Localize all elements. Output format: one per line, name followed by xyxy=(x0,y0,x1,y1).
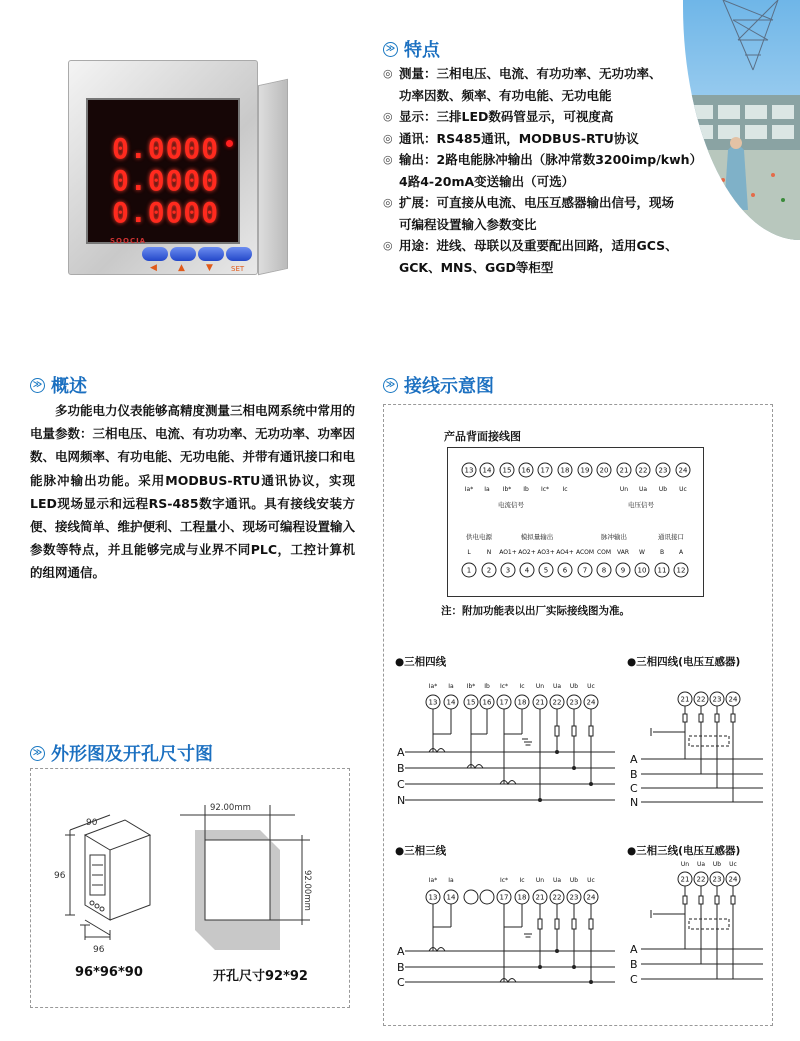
down-arrow-icon: ▼ xyxy=(206,263,213,273)
wire-label: B xyxy=(659,549,665,556)
wire-label: Uc xyxy=(587,683,595,690)
bullet-icon: ◎ xyxy=(383,153,393,166)
terminal-number: 17 xyxy=(540,466,550,475)
terminal-number: 24 xyxy=(678,466,688,475)
bullet-icon: ◎ xyxy=(383,239,393,252)
junction-dot xyxy=(572,965,576,969)
wire-label: W xyxy=(639,549,645,556)
feature-item xyxy=(383,106,713,128)
terminal-number: 16 xyxy=(521,466,531,475)
wire-label: C xyxy=(397,976,405,989)
wire-label: COM xyxy=(596,549,612,556)
feature-item xyxy=(383,192,713,235)
features-header xyxy=(383,36,440,62)
wire-label: Un xyxy=(535,877,545,884)
wire-label: 供电电源 xyxy=(466,533,492,541)
wire-label: Ia xyxy=(448,877,454,884)
wiring-header xyxy=(383,372,494,398)
feature-item xyxy=(383,149,713,192)
terminal-number: 5 xyxy=(543,566,549,575)
wire-label: Ua xyxy=(638,486,648,493)
wire-label: Ub xyxy=(658,486,668,493)
bullet-icon: ◎ xyxy=(383,196,393,209)
cutout-drawing xyxy=(180,805,310,950)
wire-label: Un xyxy=(619,486,629,493)
feature-item xyxy=(383,235,713,278)
wire-label: Uc xyxy=(679,486,687,493)
wire-label: A xyxy=(630,753,638,766)
meter-brand-logo: SOOCIA xyxy=(110,237,147,245)
terminal-number: 7 xyxy=(582,566,588,575)
wire-label: 电流信号 xyxy=(498,501,524,509)
ct-coil xyxy=(500,979,516,983)
wire-label: Ib* xyxy=(466,683,476,690)
bullet-icon: ◎ xyxy=(383,131,393,145)
indicator-led xyxy=(226,140,233,147)
wiring-diagrams xyxy=(383,404,773,1026)
fuse xyxy=(699,896,703,904)
fuse xyxy=(555,726,559,736)
wire-label: 通讯接口 xyxy=(658,533,684,541)
dimension-title: 外形图及开孔尺寸图 xyxy=(51,744,213,765)
wire-label: L xyxy=(467,549,471,556)
set-label: SET xyxy=(231,265,245,273)
up-arrow-icon: ▲ xyxy=(178,263,185,273)
wire-label: A xyxy=(678,549,684,556)
terminal-number: 24 xyxy=(728,875,738,884)
ct-coil xyxy=(429,948,445,952)
dim-92-height: 92.00mm xyxy=(302,870,312,911)
diagram-title-3p3w-pt: ●三相三线(电压互感器) xyxy=(627,845,741,857)
terminal-number: 13 xyxy=(428,893,438,902)
section-arrow-icon: ≫ xyxy=(30,378,45,393)
overview-text: 多功能电力仪表能够高精度测量三相电网系统中常用的电量参数：三相电压、电流、有功功率、无功功率、功率因数、电网频率、有功电能、无功电能、并带有通讯接口和电能脉冲输出功能。采用MODBUS-RTU通讯协议，实现LED现场显示和远程RS-485数字通讯。具有接线安装方便、接线简单、维护便利、工程量小、现场可编程设置输入参数等特点，并且能够完成与业界不同PLC，工控计算机的组网通信。 xyxy=(30,403,356,581)
meter-digit-row: 0.0000 xyxy=(112,164,220,197)
wire-label: 模拟量输出 xyxy=(520,533,554,541)
terminal-number: 10 xyxy=(637,566,647,575)
wire-label: Ic xyxy=(519,877,525,884)
terminal-number: 22 xyxy=(696,875,706,884)
terminal-number: 18 xyxy=(560,466,570,475)
fuse xyxy=(589,726,593,736)
wire-label: Ub xyxy=(712,861,722,868)
section-arrow-icon: ≫ xyxy=(30,746,45,761)
terminal-number: 24 xyxy=(586,698,596,707)
fuse xyxy=(683,714,687,722)
terminal-number: 4 xyxy=(524,566,530,575)
wire-label: VAR xyxy=(617,549,629,556)
terminal-number: 18 xyxy=(517,698,527,707)
back-wiring-title: 产品背面接线图 xyxy=(444,430,521,443)
ct-coil xyxy=(467,765,483,769)
terminal-number: 6 xyxy=(562,566,568,575)
junction-dot xyxy=(589,980,593,984)
dim-92-width: 92.00mm xyxy=(210,803,251,813)
wire-label: Uc xyxy=(729,861,737,868)
terminal-number: 23 xyxy=(658,466,668,475)
diagram-title-3p3w: ●三相三线 xyxy=(395,845,447,857)
meter-digit-row: 0.0000 xyxy=(112,196,220,229)
terminal-number: 22 xyxy=(638,466,648,475)
wiring-note: 注：附加功能表以出厂实际接线图为准。 xyxy=(441,605,630,617)
terminal-number: 21 xyxy=(680,875,690,884)
feature-item xyxy=(383,128,713,150)
pt-transformer xyxy=(689,919,729,929)
wire-label: Ic xyxy=(519,683,525,690)
fuse xyxy=(555,919,559,929)
wire-label: A xyxy=(397,746,405,759)
bullet-icon: ◎ xyxy=(383,67,393,80)
wire-label: B xyxy=(397,961,405,974)
feature-text: 测量：三相电压、电流、有功功率、无功功率、 xyxy=(399,66,662,81)
feature-text: 功率因数、频率、有功电能、无功电能 xyxy=(399,87,612,103)
meter-button-set xyxy=(226,247,252,261)
wire-label: C xyxy=(397,778,405,791)
meter-side-panel xyxy=(258,79,288,275)
wire-label: Ic* xyxy=(499,683,509,690)
dimension-drawings xyxy=(40,775,340,975)
wire-label: C xyxy=(630,973,638,986)
feature-text: 通讯：RS485通讯，MODBUS-RTU协议 xyxy=(399,130,639,146)
wire-label: Un xyxy=(680,861,690,868)
terminal-number: 9 xyxy=(620,566,626,575)
terminal-number: 22 xyxy=(552,893,562,902)
diagram-title-3p4w: ●三相四线 xyxy=(395,656,447,668)
wire-label: A xyxy=(630,943,638,956)
left-arrow-icon: ◀ xyxy=(150,263,157,273)
wire-label: Ib* xyxy=(502,486,512,493)
terminal-number: 22 xyxy=(552,698,562,707)
section-arrow-icon: ≫ xyxy=(383,42,398,57)
terminal-number: 13 xyxy=(464,466,474,475)
terminal-number: 12 xyxy=(676,566,686,575)
wire-label: C xyxy=(630,782,638,795)
fuse xyxy=(715,714,719,722)
ct-coil xyxy=(500,781,516,785)
fuse xyxy=(589,919,593,929)
wire-label: Ua xyxy=(552,877,562,884)
terminal-number: 20 xyxy=(599,466,609,475)
wire-label: Ub xyxy=(569,877,579,884)
dimension-header xyxy=(30,740,213,766)
terminal-number: 24 xyxy=(586,893,596,902)
fuse xyxy=(572,726,576,736)
wire-label: Ub xyxy=(569,683,579,690)
wire-label: AO2+ xyxy=(518,549,536,556)
fuse xyxy=(731,714,735,722)
terminal-number: 2 xyxy=(486,566,492,575)
terminal-number: 22 xyxy=(696,695,706,704)
terminal-number: 14 xyxy=(446,698,456,707)
feature-text: 扩展：可直接从电流、电压互感器输出信号，现场 xyxy=(399,195,675,210)
meter-button-down xyxy=(198,247,224,261)
terminal-number: 21 xyxy=(535,893,545,902)
section-arrow-icon: ≫ xyxy=(383,378,398,393)
ground-icon xyxy=(524,742,532,745)
terminal-number: 18 xyxy=(517,893,527,902)
wire-label: B xyxy=(397,762,405,775)
overview-header xyxy=(30,372,87,398)
terminal-number: 23 xyxy=(569,698,579,707)
diagram-title-3p4w-pt: ●三相四线(电压互感器) xyxy=(627,656,741,668)
terminal-number: 15 xyxy=(502,466,512,475)
meter-button-left xyxy=(142,247,168,261)
wire-label: Ia* xyxy=(428,683,438,690)
wire-label: B xyxy=(630,958,638,971)
wire-label: Ib xyxy=(484,683,490,690)
features-title: 特点 xyxy=(404,40,440,61)
fuse xyxy=(699,714,703,722)
feature-text: GCK、MNS、GGD等柜型 xyxy=(399,259,554,275)
dim-96-side: 96 xyxy=(54,871,66,881)
wire-label: AO4+ xyxy=(556,549,574,556)
wire-label: N xyxy=(630,796,639,809)
feature-item xyxy=(383,63,713,106)
wire-label: AO1+ xyxy=(499,549,517,556)
terminal-number: 23 xyxy=(569,893,579,902)
terminal-number: 11 xyxy=(657,566,667,575)
terminal-number: 16 xyxy=(482,698,492,707)
dim-96-bottom: 96 xyxy=(93,945,105,955)
terminal-number: 17 xyxy=(499,698,509,707)
terminal-number: 14 xyxy=(482,466,492,475)
ground-icon xyxy=(524,934,532,937)
terminal-number: 8 xyxy=(601,566,607,575)
terminal-number: 13 xyxy=(428,698,438,707)
caption-cutout: 开孔尺寸92*92 xyxy=(213,969,308,984)
terminal-number: 15 xyxy=(466,698,476,707)
junction-dot xyxy=(555,949,559,953)
wire-label: 脉冲输出 xyxy=(601,533,627,541)
wire-label: Uc xyxy=(587,877,595,884)
wire-label: ACOM xyxy=(575,549,595,556)
wire-label: 电压信号 xyxy=(628,501,654,509)
wire-label: AO3+ xyxy=(537,549,555,556)
dim-90: 90 xyxy=(86,818,98,828)
terminal-number: 21 xyxy=(680,695,690,704)
junction-dot xyxy=(555,750,559,754)
wire-label: N xyxy=(397,794,406,807)
junction-dot xyxy=(538,798,542,802)
overview-title: 概述 xyxy=(51,376,87,397)
feature-text: 可编程设置输入参数变比 xyxy=(399,216,537,232)
wire-label: N xyxy=(486,549,492,556)
wire-label: Ia* xyxy=(464,486,474,493)
pt-transformer xyxy=(689,736,729,746)
junction-dot xyxy=(538,965,542,969)
fuse xyxy=(715,896,719,904)
terminal-number: 17 xyxy=(499,893,509,902)
wire-label: A xyxy=(397,945,405,958)
terminal-circle xyxy=(480,890,494,904)
terminal-number: 1 xyxy=(466,566,472,575)
terminal-number: 19 xyxy=(580,466,590,475)
feature-text: 显示：三排LED数码管显示，可视度高 xyxy=(399,109,614,124)
wire-label: Ua xyxy=(552,683,562,690)
meter-digit-row: 0.0000 xyxy=(112,132,220,165)
wire-label: Ic* xyxy=(540,486,550,493)
meter-outline-drawing xyxy=(65,815,150,940)
feature-text: 用途：进线、母联以及重要配出回路，适用GCS、 xyxy=(399,238,678,253)
fuse xyxy=(538,919,542,929)
terminal-circle xyxy=(464,890,478,904)
wire-label: Ib xyxy=(523,486,529,493)
feature-text: 4路4-20mA变送输出（可选） xyxy=(399,173,575,189)
wire-label: Un xyxy=(535,683,545,690)
wire-label: Ua xyxy=(696,861,706,868)
junction-dot xyxy=(589,782,593,786)
wire-label: Ic xyxy=(562,486,568,493)
terminal-number: 21 xyxy=(535,698,545,707)
junction-dot xyxy=(572,766,576,770)
wiring-title: 接线示意图 xyxy=(404,376,494,397)
wire-label: Ia xyxy=(448,683,454,690)
terminal-number: 23 xyxy=(712,875,722,884)
ct-coil xyxy=(429,749,445,753)
fuse xyxy=(572,919,576,929)
fuse xyxy=(683,896,687,904)
terminal-number: 3 xyxy=(505,566,511,575)
features-list xyxy=(383,63,713,278)
wire-label: B xyxy=(630,768,638,781)
wire-label: Ia* xyxy=(428,877,438,884)
terminal-number: 24 xyxy=(728,695,738,704)
terminal-number: 21 xyxy=(619,466,629,475)
terminal-number: 14 xyxy=(446,893,456,902)
fuse xyxy=(731,896,735,904)
terminal-number: 23 xyxy=(712,695,722,704)
wire-label: Ic* xyxy=(499,877,509,884)
wire-label: Ia xyxy=(484,486,490,493)
bullet-icon: ◎ xyxy=(383,110,393,123)
caption-size: 96*96*90 xyxy=(75,965,143,980)
feature-text: 输出：2路电能脉冲输出（脉冲常数3200imp/kwh） xyxy=(399,152,703,167)
meter-button-up xyxy=(170,247,196,261)
